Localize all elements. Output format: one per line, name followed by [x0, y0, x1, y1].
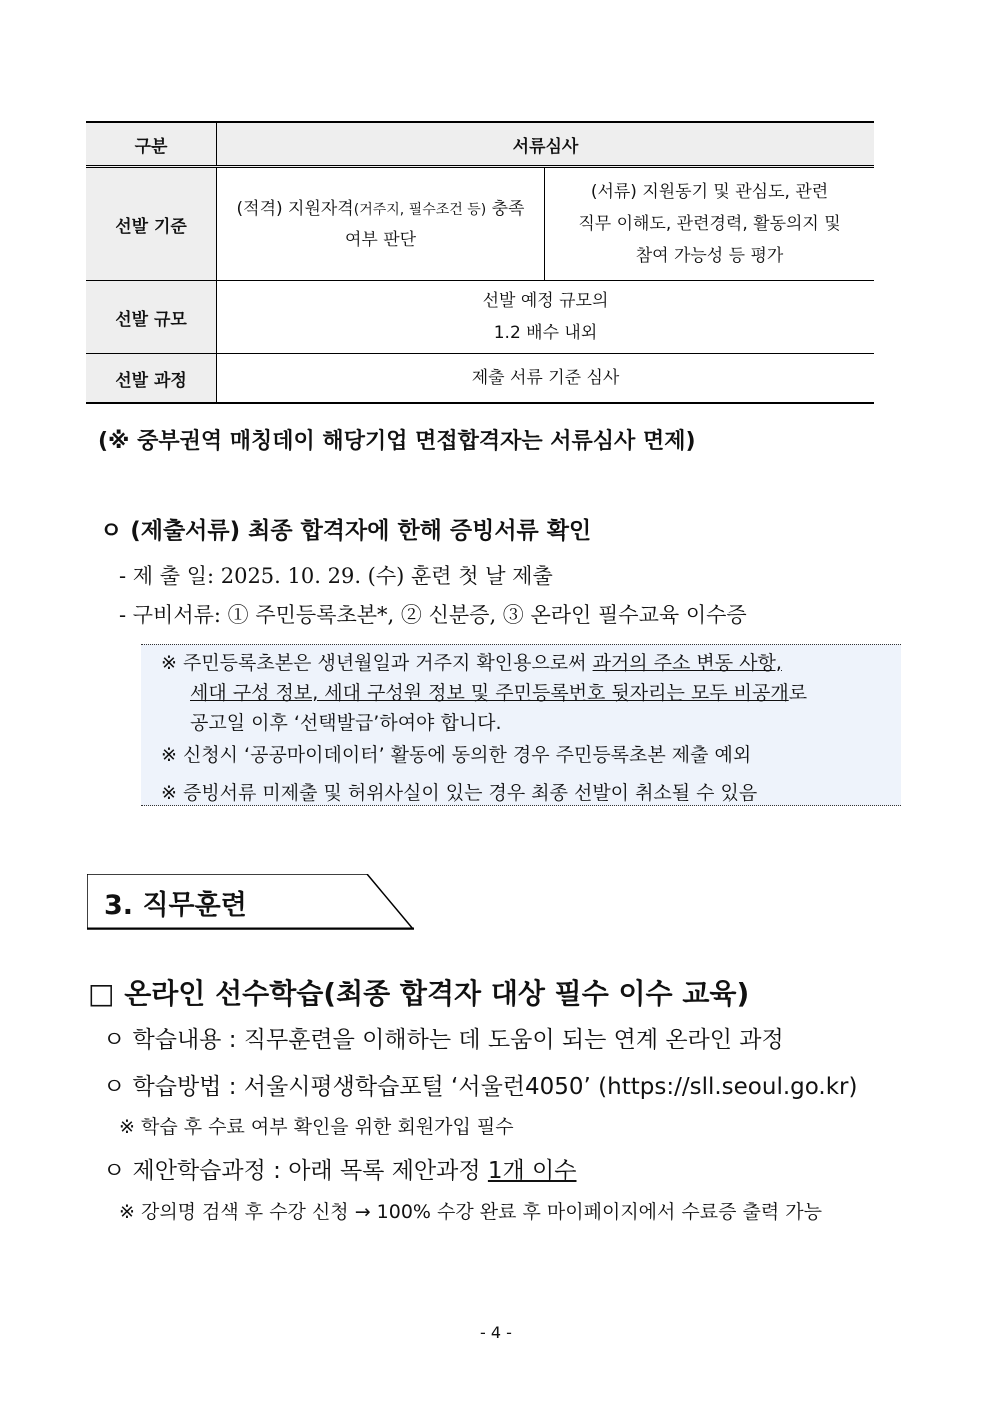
- note-cancellation: ※ 증빙서류 미제출 및 허위사실이 있는 경우 최종 선발이 취소될 수 있음: [161, 782, 758, 804]
- learning-method: ㅇ 학습방법 : 서울시평생학습포털 ‘서울런4050’ (https://sll.seoul.go.kr): [103, 1074, 858, 1100]
- table-header-category: 구분: [86, 122, 217, 167]
- section-3-title: 3. 직무훈련: [104, 890, 247, 921]
- criteria-eligibility-line2: 여부 판단: [344, 229, 417, 250]
- scale-line1: 선발 예정 규모의: [482, 291, 609, 311]
- note-public-mydata: ※ 신청시 ‘공공마이데이터’ 활동에 동의한 경우 주민등록초본 제출 예외: [161, 744, 752, 766]
- criteria-document-cell: [545, 167, 875, 281]
- scale-cell: [217, 281, 875, 354]
- submission-docs: - 구비서류: ① 주민등록초본*, ② 신분증, ③ 온라인 필수교육 이수증: [119, 603, 747, 627]
- page-number: - 4 -: [480, 1323, 512, 1342]
- submission-heading: ㅇ (제출서류) 최종 합격자에 한해 증빙서류 확인: [100, 518, 592, 544]
- course-note: ※ 강의명 검색 후 수강 신청 → 100% 수강 완료 후 마이페이지에서 수료증 출력 가능: [119, 1201, 822, 1223]
- learning-content: ㅇ 학습내용 : 직무훈련을 이해하는 데 도움이 되는 연계 온라인 과정: [103, 1027, 784, 1053]
- table-row: [86, 281, 874, 354]
- submission-date: - 제 출 일: 2025. 10. 29. (수) 훈련 첫 날 제출: [119, 564, 553, 588]
- signup-note: ※ 학습 후 수료 여부 확인을 위한 회원가입 필수: [119, 1116, 514, 1138]
- note-resident-copy-1: ※ 주민등록초본은 생년월일과 거주지 확인용으로써 과거의 주소 변동 사항,: [161, 652, 782, 674]
- note-resident-copy-3: 공고일 이후 ‘선택발급’하여야 합니다.: [190, 712, 502, 734]
- row-label-scale: 선발 규모: [86, 281, 217, 354]
- portal-url: (https://sll.seoul.go.kr): [590, 1074, 858, 1100]
- section-3-header: [87, 874, 414, 929]
- row-label-criteria: 선발 기준: [86, 167, 217, 281]
- selection-table: [86, 121, 874, 404]
- table-header-document-review: 서류심사: [217, 122, 875, 167]
- criteria-eligibility-post: 충족: [486, 198, 525, 219]
- criteria-document-line1: (서류) 지원동기 및 관심도, 관련: [590, 182, 829, 202]
- suggested-course: ㅇ 제안학습과정 : 아래 목록 제안과정 1개 이수: [103, 1158, 577, 1184]
- scale-line2: 1.2 배수 내외: [493, 323, 598, 343]
- process-cell: 제출 서류 기준 심사: [217, 354, 875, 404]
- criteria-eligibility-cell: [217, 167, 545, 281]
- notes-box: [141, 644, 901, 806]
- criteria-document-line2: 직무 이해도, 관련경력, 활동의지 및: [578, 214, 841, 234]
- exemption-note: (※ 중부권역 매칭데이 해당기업 면접합격자는 서류심사 면제): [98, 429, 696, 454]
- table-row: [86, 354, 874, 404]
- note-resident-copy-2: 세대 구성 정보, 세대 구성원 정보 및 주민등록번호 뒷자리는 모두 비공개로: [190, 682, 808, 704]
- online-heading: □ 온라인 선수학습(최종 합격자 대상 필수 이수 교육): [88, 977, 750, 1010]
- criteria-eligibility-text: (적격) 지원자격: [236, 198, 354, 219]
- table-row: [86, 167, 874, 281]
- row-label-process: 선발 과정: [86, 354, 217, 404]
- criteria-document-line3: 참여 가능성 등 평가: [635, 246, 784, 266]
- criteria-eligibility-small: (거주지, 필수조건 등): [353, 201, 487, 218]
